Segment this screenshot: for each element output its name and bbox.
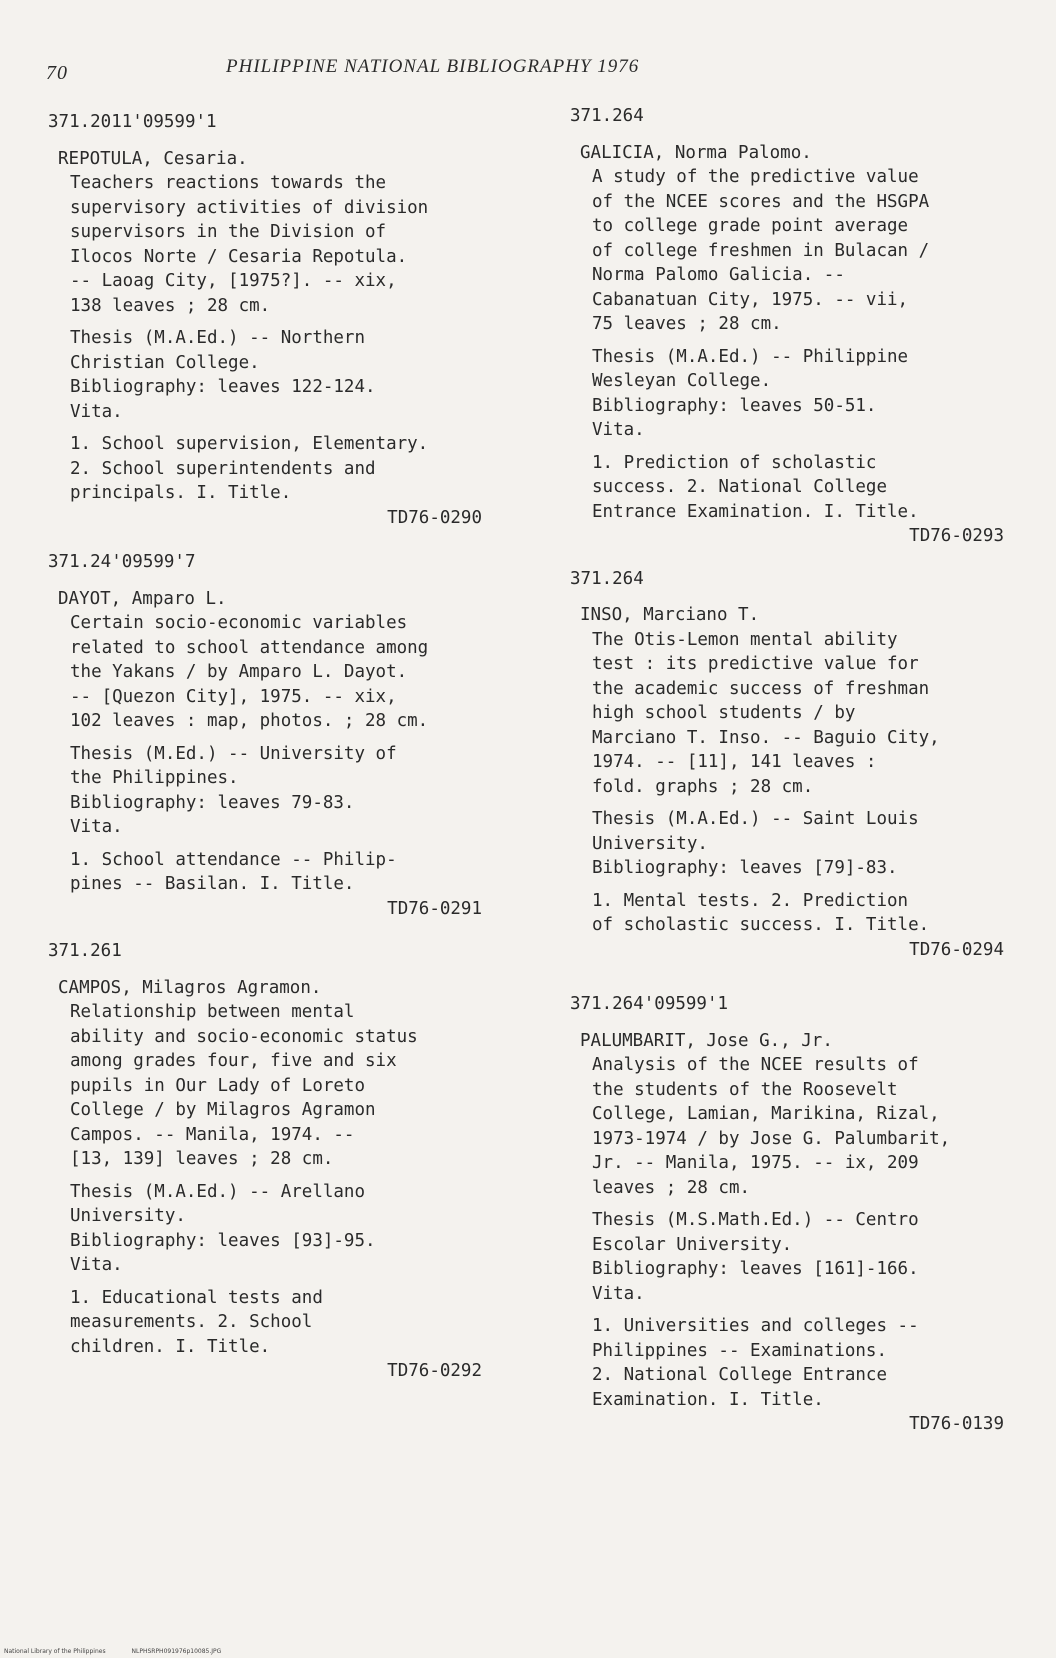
text-line: the students of the Roosevelt <box>592 1079 898 1100</box>
td-number: TD76-0291 <box>387 898 482 919</box>
text-line: -- [Quezon City], 1975. -- xix, <box>70 686 397 707</box>
text-line: 2. National College Entrance <box>592 1365 888 1385</box>
text-line: Thesis (M.A.Ed.) -- Arellano <box>70 1181 366 1202</box>
td-number: TD76-0139 <box>909 1414 1004 1434</box>
text-line: 1. Universities and colleges -- <box>592 1316 919 1336</box>
text-line: Analysis of the NCEE results of <box>592 1055 919 1075</box>
right-column <box>570 104 1010 1437</box>
bib-entry <box>48 939 488 1384</box>
entry-body <box>70 611 488 921</box>
td-number: TD76-0294 <box>909 939 1004 960</box>
subject-headings <box>70 848 488 897</box>
text-line: Thesis (M.A.Ed.) -- Philippine <box>592 346 909 367</box>
text-line: Thesis (M.A.Ed.) -- Saint Louis <box>592 809 919 829</box>
text-line: supervisory activities of division <box>70 197 429 218</box>
text-line: [13, 139] leaves ; 28 cm. <box>70 1149 334 1169</box>
text-line: ability and socio-economic status <box>70 1026 418 1047</box>
td-number: TD76-0290 <box>387 507 482 528</box>
text-line: 2. School superintendents and <box>70 458 376 479</box>
bib-entry <box>570 992 1010 1437</box>
text-line: 102 leaves : map, photos. ; 28 cm. <box>70 711 429 731</box>
bib-entry <box>570 104 1010 549</box>
bib-entry <box>570 567 1010 963</box>
text-line: Bibliography: leaves 122-124. <box>70 377 376 397</box>
scan-footer <box>4 1648 245 1655</box>
text-line: Examination. I. Title. <box>592 1389 824 1410</box>
text-line: The Otis-Lemon mental ability <box>592 629 898 650</box>
text-line: A study of the predictive value <box>592 167 919 187</box>
text-line: pines -- Basilan. I. Title. <box>70 874 355 894</box>
text-line: University. <box>70 1206 186 1226</box>
subject-headings <box>70 432 488 506</box>
text-line: Entrance Examination. I. Title. <box>592 501 919 522</box>
class-number: 371.264'09599'1 <box>570 994 729 1014</box>
text-line: leaves ; 28 cm. <box>592 1177 751 1198</box>
text-line: Thesis (M.Ed.) -- University of <box>70 743 397 764</box>
thesis-notes <box>592 345 1010 443</box>
title-statement <box>592 628 1010 800</box>
text-line: the Yakans / by Amparo L. Dayot. <box>70 662 408 682</box>
class-number: 371.2011'09599'1 <box>48 112 217 132</box>
text-line: Ilocos Norte / Cesaria Repotula. <box>70 246 408 267</box>
text-line: success. 2. National College <box>592 477 888 497</box>
text-line: of the NCEE scores and the HSGPA <box>592 191 930 212</box>
thesis-notes <box>70 742 488 840</box>
entry-body <box>592 628 1010 963</box>
text-line: principals. I. Title. <box>70 483 292 503</box>
text-line: College / by Milagros Agramon <box>70 1100 376 1120</box>
text-line: of scholastic success. I. Title. <box>592 915 930 935</box>
title-statement <box>70 171 488 318</box>
text-line: 1974. -- [11], 141 leaves : <box>592 752 877 772</box>
subject-headings <box>592 889 1010 938</box>
title-statement <box>70 611 488 734</box>
text-line: University. <box>592 833 708 854</box>
text-line: College, Lamian, Marikina, Rizal, <box>592 1104 940 1124</box>
text-line: 138 leaves ; 28 cm. <box>70 295 271 316</box>
text-line: Bibliography: leaves 79-83. <box>70 792 355 813</box>
entry-body <box>70 1000 488 1384</box>
title-statement <box>70 1000 488 1172</box>
td-number: TD76-0293 <box>909 526 1004 546</box>
text-line: test : its predictive value for <box>592 654 919 674</box>
text-line: children. I. Title. <box>70 1336 271 1357</box>
thesis-notes <box>592 1208 1010 1306</box>
left-column <box>48 110 488 1384</box>
entry-author: PALUMBARIT, Jose G., Jr. <box>580 1030 833 1051</box>
text-line: supervisors in the Division of <box>70 222 387 242</box>
title-statement <box>592 1053 1010 1200</box>
thesis-notes <box>70 1180 488 1278</box>
bib-entry <box>48 550 488 921</box>
text-line: Escolar University. <box>592 1234 793 1255</box>
text-line: related to school attendance among <box>70 637 429 658</box>
text-line: Jr. -- Manila, 1975. -- ix, 209 <box>592 1153 919 1173</box>
class-number: 371.264 <box>570 568 644 589</box>
footer-file: NLPHSRPH091976p10085.JPG <box>131 1648 222 1655</box>
text-line: Vita. <box>592 1283 645 1304</box>
text-line: Thesis (M.S.Math.Ed.) -- Centro <box>592 1210 919 1230</box>
page-title: PHILIPPINE NATIONAL BIBLIOGRAPHY 1976 <box>226 56 640 77</box>
text-line: Thesis (M.A.Ed.) -- Northern <box>70 328 366 348</box>
text-line: Wesleyan College. <box>592 371 772 391</box>
page-number: 70 <box>46 62 68 84</box>
text-line: 1. Educational tests and <box>70 1287 323 1308</box>
title-statement <box>592 165 1010 337</box>
entry-body <box>592 1053 1010 1437</box>
text-line: the Philippines. <box>70 768 239 788</box>
text-line: Vita. <box>592 420 645 440</box>
thesis-notes <box>70 326 488 424</box>
text-line: Philippines -- Examinations. <box>592 1340 888 1361</box>
class-number: 371.24'09599'7 <box>48 552 196 572</box>
text-line: Bibliography: leaves [93]-95. <box>70 1230 376 1251</box>
entry-author: REPOTULA, Cesaria. <box>58 148 248 169</box>
text-line: fold. graphs ; 28 cm. <box>592 776 814 797</box>
text-line: measurements. 2. School <box>70 1312 313 1332</box>
text-line: Bibliography: leaves [161]-166. <box>592 1259 919 1279</box>
entry-author: DAYOT, Amparo L. <box>58 588 227 609</box>
thesis-notes <box>592 807 1010 881</box>
text-line: to college grade point average <box>592 216 909 236</box>
entry-author: CAMPOS, Milagros Agramon. <box>58 977 322 998</box>
text-line: -- Laoag City, [1975?]. -- xix, <box>70 271 397 291</box>
subject-headings <box>592 451 1010 525</box>
td-number: TD76-0292 <box>387 1361 482 1381</box>
text-line: Norma Palomo Galicia. -- <box>592 265 845 285</box>
subject-headings <box>70 1286 488 1360</box>
text-line: the academic success of freshman <box>592 678 930 699</box>
entry-author: INSO, Marciano T. <box>580 605 760 625</box>
text-line: Vita. <box>70 817 123 837</box>
text-line: of college freshmen in Bulacan / <box>592 240 930 261</box>
subject-headings <box>592 1314 1010 1412</box>
text-line: Campos. -- Manila, 1974. -- <box>70 1124 355 1145</box>
bib-entry <box>48 110 488 530</box>
text-line: 75 leaves ; 28 cm. <box>592 314 782 334</box>
text-line: Marciano T. Inso. -- Baguio City, <box>592 727 940 748</box>
entry-body <box>592 165 1010 549</box>
text-line: 1. School attendance -- Philip- <box>70 849 397 870</box>
class-number: 371.264 <box>570 106 644 126</box>
entry-author: GALICIA, Norma Palomo. <box>580 142 812 163</box>
text-line: Bibliography: leaves [79]-83. <box>592 858 898 878</box>
text-line: 1973-1974 / by Jose G. Palumbarit, <box>592 1128 951 1149</box>
text-line: Vita. <box>70 1255 123 1275</box>
text-line: 1. Prediction of scholastic <box>592 452 877 473</box>
text-line: Cabanatuan City, 1975. -- vii, <box>592 289 909 310</box>
class-number: 371.261 <box>48 941 122 961</box>
footer-library: National Library of the Philippines <box>4 1648 106 1655</box>
text-line: Vita. <box>70 401 123 422</box>
text-line: Teachers reactions towards the <box>70 173 387 193</box>
text-line: Certain socio-economic variables <box>70 613 408 633</box>
text-line: high school students / by <box>592 703 856 723</box>
text-line: Bibliography: leaves 50-51. <box>592 395 877 416</box>
text-line: 1. Mental tests. 2. Prediction <box>592 890 909 911</box>
text-line: Relationship between mental <box>70 1002 355 1022</box>
text-line: among grades four, five and six <box>70 1051 397 1071</box>
text-line: Christian College. <box>70 352 260 373</box>
text-line: 1. School supervision, Elementary. <box>70 434 429 454</box>
text-line: pupils in Our Lady of Loreto <box>70 1075 366 1096</box>
entry-body <box>70 171 488 530</box>
